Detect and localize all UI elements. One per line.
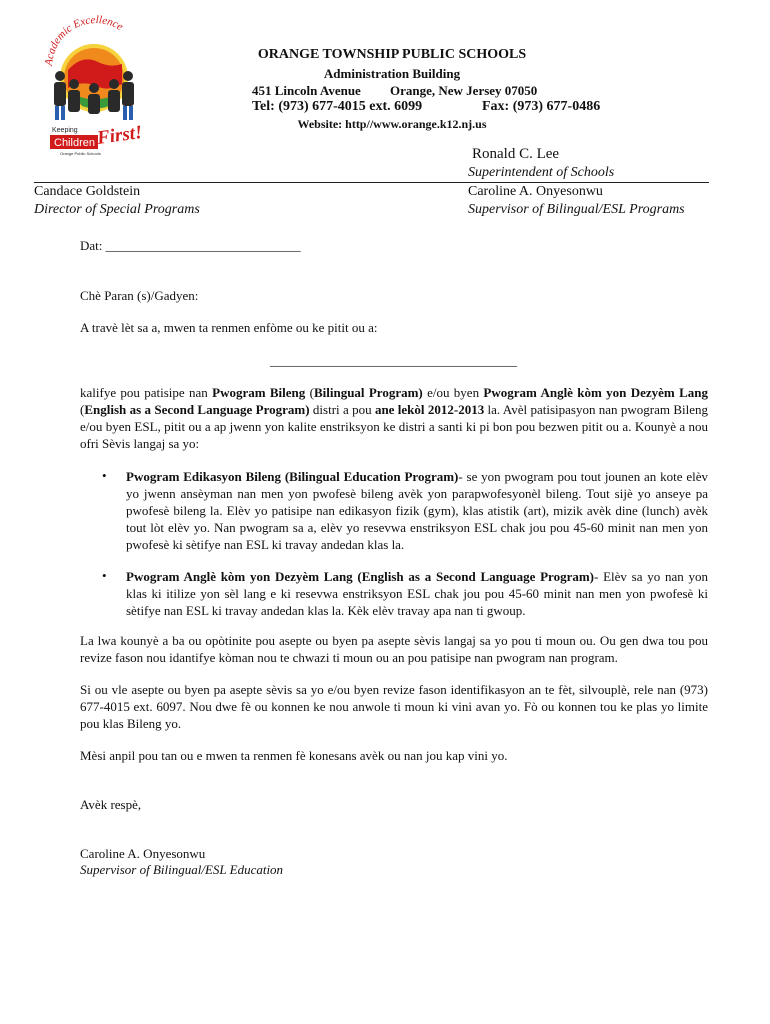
paragraph-contact: Si ou vle asepte ou byen pa asepte sèvis sa yo e/ou byen revize fason identifikasyon an te fèt, silvouplè, rele nan (973) 677-4015 ext. 6097. Nou dwe fè ou konnen ke nou anwole ti moun ki vini avan yo. Fò ou konnen tou ke plas yo limite pou klas Bileng yo. <box>80 682 708 731</box>
city-address: Orange, New Jersey 07050 <box>390 83 538 98</box>
superintendent-name: Ronald C. Lee <box>472 146 560 162</box>
bullet-marker: • <box>102 468 107 483</box>
district-name: ORANGE TOWNSHIP PUBLIC SCHOOLS <box>257 47 527 62</box>
street-address: 451 Lincoln Avenue <box>252 83 361 98</box>
logo-tagline-first: First! <box>95 121 144 149</box>
bullet-bilingual-education: Pwogram Edikasyon Bileng (Bilingual Education Program)- se yon pwogram pou tout jounen an kote elèv yo jwenn ansèyman nan men yon pwofesè bileng avèk yon parapwofesyonèl bileng. Tout sijè yo anseye pa pwofesè bileng la. Elèv yo patisipe nan edikasyon fizik (gym), klas atistik (art), mizik avèk dine (lunch) avèk tout lòt elèv yo. Nan pwogram sa a, elèv yo resevwa enstriksyon ESL chak jou pou 45-60 minit nan men yon pwofesè ki sètifye nan ESL ki travay andedan klas la. <box>126 469 708 552</box>
student-name-blank: ______________________________________ <box>270 353 517 368</box>
logo-tagline-district: Orange Public Schools <box>60 151 101 156</box>
bullet-esl-program: Pwogram Anglè kòm yon Dezyèm Lang (English as a Second Language Program)- Elèv sa yo nan yon klas ki itilize yon sèl lang e ki resevwa enstriksyon ESL chak jou pou 45-60 minit nan men yon pwofesè ki sètifye nan ESL ki travay andedan klas la. Kèk elèv travay apa nan ti gwoup. <box>126 569 708 618</box>
intro-sentence: A travè lèt sa a, mwen ta renmen enfòme ou ke pitit ou a: <box>80 320 378 335</box>
director-title: Director of Special Programs <box>34 202 200 217</box>
director-name: Candace Goldstein <box>34 184 141 199</box>
fax: Fax: (973) 677-0486 <box>482 99 601 114</box>
signer-name: Caroline A. Onyesonwu <box>80 846 206 861</box>
logo-tagline-children: Children <box>54 137 95 149</box>
signer-title: Supervisor of Bilingual/ESL Education <box>80 862 284 877</box>
logo-arc-text: Academic Excellence <box>42 14 126 67</box>
superintendent-title: Superintendent of Schools <box>468 165 615 180</box>
building-name: Administration Building <box>323 66 461 81</box>
closing: Avèk respè, <box>80 797 142 812</box>
salutation: Chè Paran (s)/Gadyen: <box>80 288 199 303</box>
telephone: Tel: (973) 677-4015 ext. 6099 <box>252 99 423 114</box>
paragraph-rights: La lwa kounyè a ba ou opòtinite pou asepte ou byen pa asepte sèvis langaj sa yo pou ti moun ou. Ou gen dwa tou pou revize fason nou idantifye kòman nou te chwazi ti moun ou an pou patisipe nan pwogram nan program. <box>80 633 708 665</box>
paragraph-thanks: Mèsi anpil pou tan ou e mwen ta renmen fè konesans avèk ou nan jou kap vini yo. <box>80 748 508 763</box>
date-line: Dat: ______________________________ <box>80 238 301 253</box>
logo-tagline-keeping: Keeping <box>52 127 78 134</box>
bullet-marker: • <box>102 568 107 583</box>
header-divider <box>34 182 709 183</box>
paragraph-eligibility: kalifye pou patisipe nan Pwogram Bileng (Bilingual Program) e/ou byen Pwogram Anglè kòm yon Dezyèm Lang (English as a Second Language Program) distri a pou ane lekòl 2012-2013 la. Avèl patisipasyon nan pwogram Bileng e/ou byen ESL, pitit ou a ap jwenn yon kalite enstriksyon ke distri a santi ki pi bon pou bezwen pitit ou a. Kounyè a nou ofri Sèvis langaj sa yo: <box>80 385 709 451</box>
supervisor-title: Supervisor of Bilingual/ESL Programs <box>468 202 685 217</box>
district-logo <box>38 14 150 158</box>
logo-graphic <box>38 14 150 158</box>
supervisor-name: Caroline A. Onyesonwu <box>468 184 603 199</box>
website: Website: http//www.orange.k12.nj.us <box>297 117 487 131</box>
